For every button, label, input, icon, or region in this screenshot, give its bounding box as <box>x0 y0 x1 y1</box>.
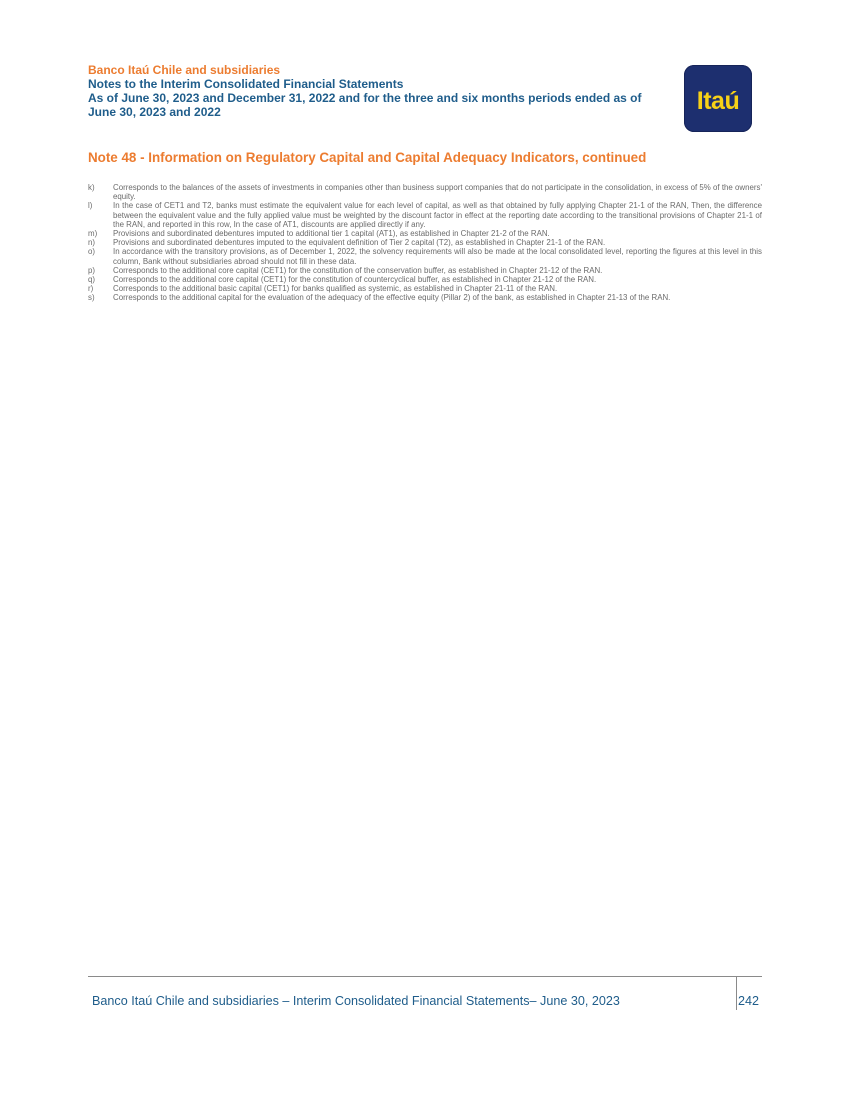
note-text: Corresponds to the balances of the assets of investments in companies other than business support companies that do not participate in the consolidation, in excess of 5% of the owners' equity. <box>113 183 762 202</box>
note-text: Provisions and subordinated debentures imputed to the equivalent definition of Tier 2 capital (T2), as established in Chapter 21-1 of the RAN. <box>113 238 606 248</box>
note-text: Corresponds to the additional core capital (CET1) for the constitution of the conservation buffer, as established in Chapter 21-12 of the RAN. <box>113 265 603 275</box>
note-item-p <box>88 266 762 275</box>
note-item-m <box>88 229 762 238</box>
note-letter: r) <box>88 284 94 294</box>
notes-list <box>88 183 762 303</box>
header-period-line-2: June 30, 2023 and 2022 <box>88 105 221 119</box>
note-item-s <box>88 293 762 302</box>
note-letter: q) <box>88 275 96 285</box>
note-letter: l) <box>88 201 93 211</box>
note-title: Note 48 - Information on Regulatory Capital and Capital Adequacy Indicators, continued <box>88 150 647 165</box>
footer-page-separator <box>736 977 737 1010</box>
note-letter: n) <box>88 238 96 248</box>
note-item-k <box>88 183 762 201</box>
footer-text: Banco Itaú Chile and subsidiaries – Interim Consolidated Financial Statements– June 30, 2023 <box>92 994 620 1008</box>
itau-logo <box>684 65 752 132</box>
document-header <box>88 63 678 119</box>
note-text: In the case of CET1 and T2, banks must estimate the equivalent value for each level of capital, as well as that obtained by fully applying Chapter 21-1 of the RAN, Then, the difference between the equivalent value and the fully applied value must be weighted by the discount factor in effect at the reporting date according to the transitional provisions of Chapter 21-1 of the RAN, and reported in this row, In the case of AT1, discounts are applied directly if any. <box>113 201 762 229</box>
note-text: In accordance with the transitory provisions, as of December 1, 2022, the solvency requirements will also be made at the local consolidated level, reporting the figures at this level in this column, Bank without subsidiaries abroad should not fill in these data. <box>113 247 762 266</box>
note-item-q <box>88 275 762 284</box>
header-period-line-1: As of June 30, 2023 and December 31, 2022 and for the three and six months periods ended as of <box>88 91 642 105</box>
note-item-o <box>88 247 762 265</box>
page-number: 242 <box>738 994 760 1008</box>
note-text: Corresponds to the additional capital for the evaluation of the adequacy of the effective equity (Pillar 2) of the bank, as established in Chapter 21-13 of the RAN. <box>113 293 671 303</box>
note-letter: m) <box>88 229 98 239</box>
note-letter: s) <box>88 293 95 303</box>
note-text: Provisions and subordinated debentures imputed to additional tier 1 capital (AT1), as established in Chapter 21-2 of the RAN. <box>113 229 550 239</box>
company-name: Banco Itaú Chile and subsidiaries <box>88 63 281 77</box>
logo-text: Itaú <box>696 87 740 115</box>
note-item-l <box>88 201 762 229</box>
header-subtitle: Notes to the Interim Consolidated Financial Statements <box>88 77 404 91</box>
note-letter: o) <box>88 247 96 257</box>
note-item-r <box>88 284 762 293</box>
note-letter: k) <box>88 183 95 192</box>
footer-divider <box>88 976 762 977</box>
note-text: Corresponds to the additional core capital (CET1) for the constitution of countercyclical buffer, as established in Chapter 21-12 of the RAN. <box>113 275 597 285</box>
note-text: Corresponds to the additional basic capital (CET1) for banks qualified as systemic, as established in Chapter 21-11 of the RAN. <box>113 284 558 294</box>
note-letter: p) <box>88 265 96 275</box>
note-item-n <box>88 238 762 247</box>
